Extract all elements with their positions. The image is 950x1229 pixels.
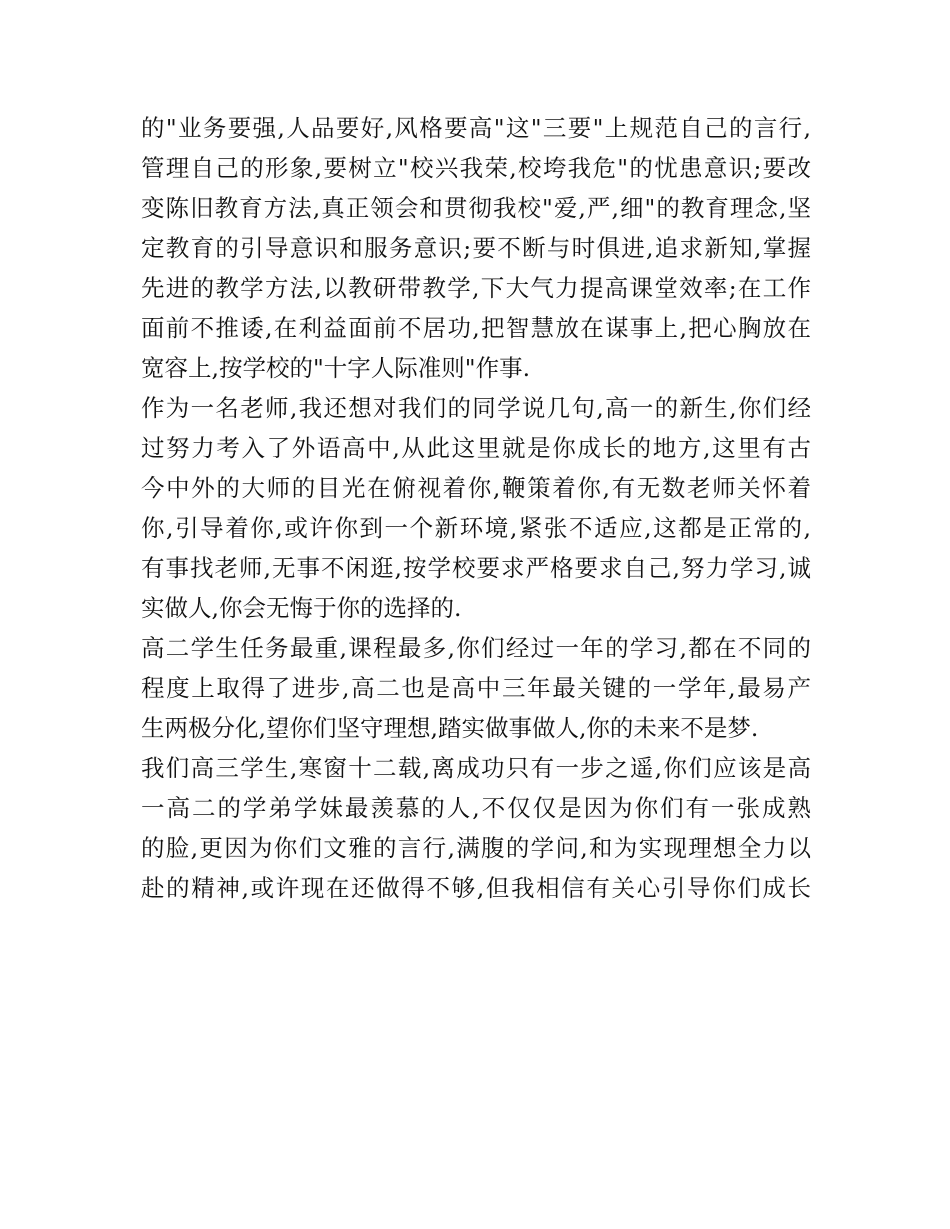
text-line: 过努力考入了外语高中,从此这里就是你成长的地方,这里有古: [141, 434, 811, 462]
text-line: 今中外的大师的目光在俯视着你,鞭策着你,有无数老师关怀着: [141, 474, 811, 502]
paragraph-freshmen: [141, 388, 811, 628]
text-line: 先进的教学方法,以教研带教学,下大气力提高课堂效率;在工作: [141, 274, 811, 302]
paragraph-seniors: [141, 748, 811, 908]
text-line: 面前不推诿,在利益面前不居功,把智慧放在谋事上,把心胸放在: [141, 314, 811, 342]
text-line: 管理自己的形象,要树立"校兴我荣,校垮我危"的忧患意识;要改: [141, 154, 811, 182]
text-line: 一高二的学弟学妹最羡慕的人,不仅仅是因为你们有一张成熟: [141, 794, 811, 822]
text-line: 实做人,你会无悔于你的选择的.: [141, 594, 462, 622]
text-line: 变陈旧教育方法,真正领会和贯彻我校"爱,严,细"的教育理念,坚: [141, 194, 811, 222]
paragraph-teacher-requirements: [141, 108, 811, 388]
text-line: 我们高三学生,寒窗十二载,离成功只有一步之遥,你们应该是高: [141, 754, 811, 782]
text-line: 赴的精神,或许现在还做得不够,但我相信有关心引导你们成长: [141, 874, 811, 902]
text-line: 生两极分化,望你们坚守理想,踏实做事做人,你的未来不是梦.: [141, 714, 759, 742]
text-line: 定教育的引导意识和服务意识;要不断与时俱进,追求新知,掌握: [141, 234, 811, 262]
text-line: 你,引导着你,或许你到一个新环境,紧张不适应,这都是正常的,: [141, 514, 811, 542]
body-text: [141, 108, 811, 908]
text-line: 高二学生任务最重,课程最多,你们经过一年的学习,都在不同的: [141, 634, 811, 662]
text-line: 的"业务要强,人品要好,风格要高"这"三要"上规范自己的言行,: [141, 114, 811, 142]
paragraph-sophomores: [141, 628, 811, 748]
text-line: 宽容上,按学校的"十字人际准则"作事.: [141, 354, 531, 382]
text-line: 作为一名老师,我还想对我们的同学说几句,高一的新生,你们经: [141, 394, 811, 422]
text-line: 程度上取得了进步,高二也是高中三年最关键的一学年,最易产: [141, 674, 811, 702]
text-line: 的脸,更因为你们文雅的言行,满腹的学问,和为实现理想全力以: [141, 834, 811, 862]
text-line: 有事找老师,无事不闲逛,按学校要求严格要求自己,努力学习,诚: [141, 554, 811, 582]
